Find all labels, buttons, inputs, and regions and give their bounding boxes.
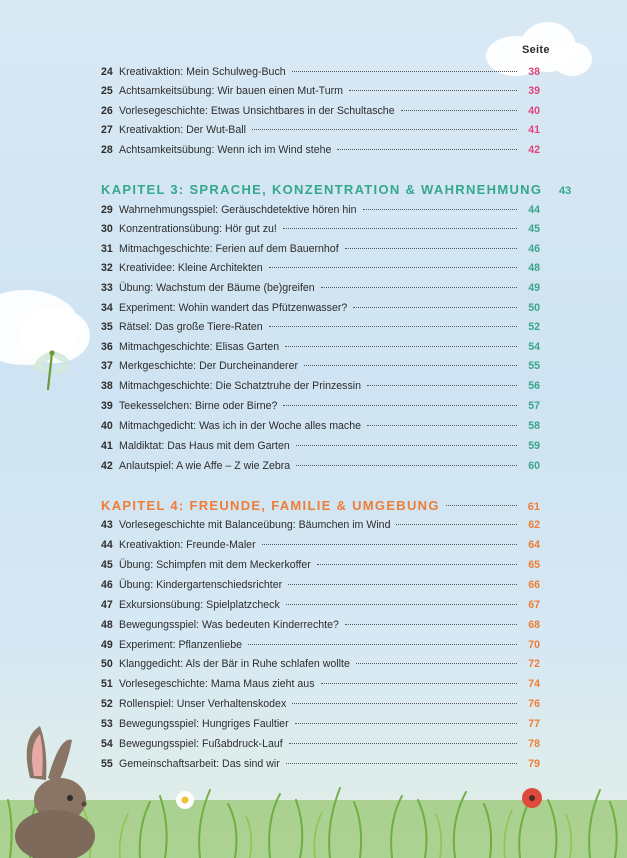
chapter-title: KAPITEL 3: SPRACHE, KONZENTRATION & WAHRNEHMUNG: [101, 182, 543, 197]
toc-entry[interactable]: [101, 260, 540, 276]
entry-page: 49: [528, 282, 540, 294]
entry-title: Kreativaktion: Der Wut-Ball: [119, 124, 246, 136]
entry-title: Rollenspiel: Unser Verhaltenskodex: [119, 698, 287, 710]
entry-title: Mitmachgeschichte: Ferien auf dem Bauernhof: [119, 243, 339, 255]
entry-title: Vorlesegeschichte: Mama Maus zieht aus: [119, 678, 315, 690]
toc-entry[interactable]: [101, 597, 540, 613]
dot-leader: [304, 365, 517, 366]
chapter-page: 43: [559, 185, 572, 197]
entry-page: 52: [528, 321, 540, 333]
toc-entry[interactable]: [101, 103, 540, 119]
entry-number: 38: [101, 380, 113, 392]
dot-leader: [292, 71, 517, 72]
entry-title: Rätsel: Das große Tiere-Raten: [119, 321, 263, 333]
entry-title: Experiment: Pflanzenliebe: [119, 639, 243, 651]
entry-page: 57: [528, 400, 540, 412]
entry-number: 30: [101, 223, 113, 235]
toc-entry[interactable]: [101, 358, 540, 374]
entry-page: 41: [528, 124, 540, 136]
entry-page: 67: [528, 599, 540, 611]
entry-page: 62: [528, 519, 540, 531]
page-column-header: Seite: [522, 44, 550, 56]
entry-number: 44: [101, 539, 113, 551]
dot-leader: [367, 385, 517, 386]
entry-number: 37: [101, 360, 113, 372]
entry-page: 65: [528, 559, 540, 571]
entry-page: 48: [528, 262, 540, 274]
entry-number: 54: [101, 738, 113, 750]
entry-page: 70: [528, 639, 540, 651]
poppy-flower-icon: [522, 788, 542, 808]
entry-page: 79: [528, 758, 540, 770]
entry-title: Übung: Wachstum der Bäume (be)greifen: [119, 282, 315, 294]
toc-entry[interactable]: [101, 438, 540, 454]
toc-entry[interactable]: [101, 142, 540, 158]
dot-leader: [345, 624, 517, 625]
toc-entry[interactable]: [101, 557, 540, 573]
toc-entry[interactable]: [101, 656, 540, 672]
entry-title: Bewegungsspiel: Hungriges Faultier: [119, 718, 289, 730]
entry-number: 36: [101, 341, 113, 353]
entry-title: Mitmachgeschichte: Elisas Garten: [119, 341, 280, 353]
dot-leader: [283, 228, 517, 229]
entry-title: Exkursionsübung: Spielplatzcheck: [119, 599, 280, 611]
entry-title: Experiment: Wohin wandert das Pfützenwasser?: [119, 302, 348, 314]
toc-entry[interactable]: [101, 418, 540, 434]
entry-title: Anlautspiel: A wie Affe – Z wie Zebra: [119, 460, 291, 472]
entry-title: Konzentrationsübung: Hör gut zu!: [119, 223, 277, 235]
entry-page: 77: [528, 718, 540, 730]
toc-entry[interactable]: [101, 202, 540, 218]
entry-number: 55: [101, 758, 113, 770]
entry-page: 66: [528, 579, 540, 591]
dot-leader: [349, 90, 517, 91]
toc-entry[interactable]: [101, 339, 540, 355]
entry-number: 28: [101, 144, 113, 156]
dot-leader: [363, 209, 517, 210]
entry-number: 45: [101, 559, 113, 571]
entry-number: 49: [101, 639, 113, 651]
entry-number: 24: [101, 66, 113, 78]
dot-leader: [401, 110, 517, 111]
entry-number: 52: [101, 698, 113, 710]
toc-entry[interactable]: [101, 83, 540, 99]
toc-entry[interactable]: [101, 378, 540, 394]
toc-entry[interactable]: [101, 398, 540, 414]
entry-number: 34: [101, 302, 113, 314]
entry-number: 33: [101, 282, 113, 294]
entry-page: 55: [528, 360, 540, 372]
entry-page: 40: [528, 105, 540, 117]
entry-number: 48: [101, 619, 113, 631]
dot-leader: [283, 405, 517, 406]
toc-entry[interactable]: [101, 458, 540, 474]
entry-number: 29: [101, 204, 113, 216]
dot-leader: [356, 663, 517, 664]
entry-title: Klanggedicht: Als der Bär in Ruhe schlafen wollte: [119, 658, 350, 670]
entry-title: Kreativaktion: Mein Schulweg-Buch: [119, 66, 286, 78]
entry-title: Maldiktat: Das Haus mit dem Garten: [119, 440, 290, 452]
entry-page: 50: [528, 302, 540, 314]
toc-entry[interactable]: [101, 676, 540, 692]
entry-page: 60: [528, 460, 540, 472]
entry-title: Bewegungsspiel: Was bedeuten Kinderrechte?: [119, 619, 339, 631]
entry-title: Achtsamkeitsübung: Wir bauen einen Mut-Turm: [119, 85, 343, 97]
toc-entry[interactable]: [101, 637, 540, 653]
entry-page: 42: [528, 144, 540, 156]
toc-entry[interactable]: [101, 241, 540, 257]
dot-leader: [269, 326, 517, 327]
entry-number: 39: [101, 400, 113, 412]
entry-number: 27: [101, 124, 113, 136]
entry-title: Mitmachgeschichte: Die Schatztruhe der Prinzessin: [119, 380, 361, 392]
entry-page: 64: [528, 539, 540, 551]
entry-title: Gemeinschaftsarbeit: Das sind wir: [119, 758, 280, 770]
entry-page: 59: [528, 440, 540, 452]
entry-page: 58: [528, 420, 540, 432]
dot-leader: [252, 129, 517, 130]
toc-entry[interactable]: [101, 617, 540, 633]
entry-title: Kreatividee: Kleine Architekten: [119, 262, 263, 274]
toc-entry[interactable]: [101, 122, 540, 138]
dot-leader: [286, 604, 517, 605]
dot-leader: [292, 703, 517, 704]
toc-entry[interactable]: [101, 577, 540, 593]
dot-leader: [317, 564, 517, 565]
entry-page: 45: [528, 223, 540, 235]
entry-title: Kreativaktion: Freunde-Maler: [119, 539, 256, 551]
dot-leader: [262, 544, 517, 545]
toc-entry[interactable]: [101, 319, 540, 335]
entry-page: 56: [528, 380, 540, 392]
dot-leader: [269, 267, 517, 268]
entry-title: Übung: Schimpfen mit dem Meckerkoffer: [119, 559, 311, 571]
entry-number: 46: [101, 579, 113, 591]
entry-number: 26: [101, 105, 113, 117]
chapter-heading-3[interactable]: [101, 180, 572, 200]
entry-title: Wahrnehmungsspiel: Geräuschdetektive hören hin: [119, 204, 357, 216]
toc-entry[interactable]: [101, 280, 540, 296]
chapter-page: 61: [527, 501, 540, 513]
entry-number: 32: [101, 262, 113, 274]
dot-leader: [295, 723, 517, 724]
toc-entry[interactable]: [101, 300, 540, 316]
dot-leader: [288, 584, 517, 585]
dot-leader: [446, 505, 517, 506]
daisy-flower-icon: [176, 791, 194, 809]
entry-title: Vorlesegeschichte mit Balanceübung: Bäumchen im Wind: [119, 519, 391, 531]
entry-page: 76: [528, 698, 540, 710]
dot-leader: [353, 307, 517, 308]
entry-title: Mitmachgedicht: Was ich in der Woche alles mache: [119, 420, 361, 432]
entry-page: 74: [528, 678, 540, 690]
entry-number: 53: [101, 718, 113, 730]
entry-number: 43: [101, 519, 113, 531]
entry-number: 40: [101, 420, 113, 432]
entry-page: 54: [528, 341, 540, 353]
toc-entry[interactable]: [101, 64, 540, 80]
entry-number: 42: [101, 460, 113, 472]
dot-leader: [345, 248, 517, 249]
toc-entry[interactable]: [101, 221, 540, 237]
entry-title: Vorlesegeschichte: Etwas Unsichtbares in der Schultasche: [119, 105, 395, 117]
dot-leader: [321, 683, 518, 684]
dot-leader: [296, 465, 517, 466]
entry-number: 51: [101, 678, 113, 690]
entry-number: 41: [101, 440, 113, 452]
entry-number: 25: [101, 85, 113, 97]
toc-entry[interactable]: [101, 517, 540, 533]
dot-leader: [367, 425, 517, 426]
dot-leader: [396, 524, 517, 525]
chapter-title: KAPITEL 4: FREUNDE, FAMILIE & UMGEBUNG: [101, 498, 440, 513]
entry-page: 68: [528, 619, 540, 631]
entry-title: Teekesselchen: Birne oder Birne?: [119, 400, 278, 412]
entry-number: 50: [101, 658, 113, 670]
entry-number: 47: [101, 599, 113, 611]
dot-leader: [296, 445, 517, 446]
toc-entry[interactable]: [101, 696, 540, 712]
chapter-heading-4[interactable]: [101, 496, 540, 516]
entry-page: 78: [528, 738, 540, 750]
rabbit-icon: [0, 718, 120, 858]
entry-page: 44: [528, 204, 540, 216]
dot-leader: [321, 287, 517, 288]
entry-number: 35: [101, 321, 113, 333]
entry-number: 31: [101, 243, 113, 255]
toc-entry[interactable]: [101, 537, 540, 553]
entry-page: 39: [528, 85, 540, 97]
entry-page: 72: [528, 658, 540, 670]
entry-page: 38: [528, 66, 540, 78]
entry-title: Merkgeschichte: Der Durcheinanderer: [119, 360, 298, 372]
entry-page: 46: [528, 243, 540, 255]
dot-leader: [248, 644, 517, 645]
entry-title: Achtsamkeitsübung: Wenn ich im Wind stehe: [119, 144, 332, 156]
entry-title: Bewegungsspiel: Fußabdruck-Lauf: [119, 738, 283, 750]
dot-leader: [285, 346, 517, 347]
dot-leader: [337, 149, 517, 150]
entry-title: Übung: Kindergartenschiedsrichter: [119, 579, 283, 591]
